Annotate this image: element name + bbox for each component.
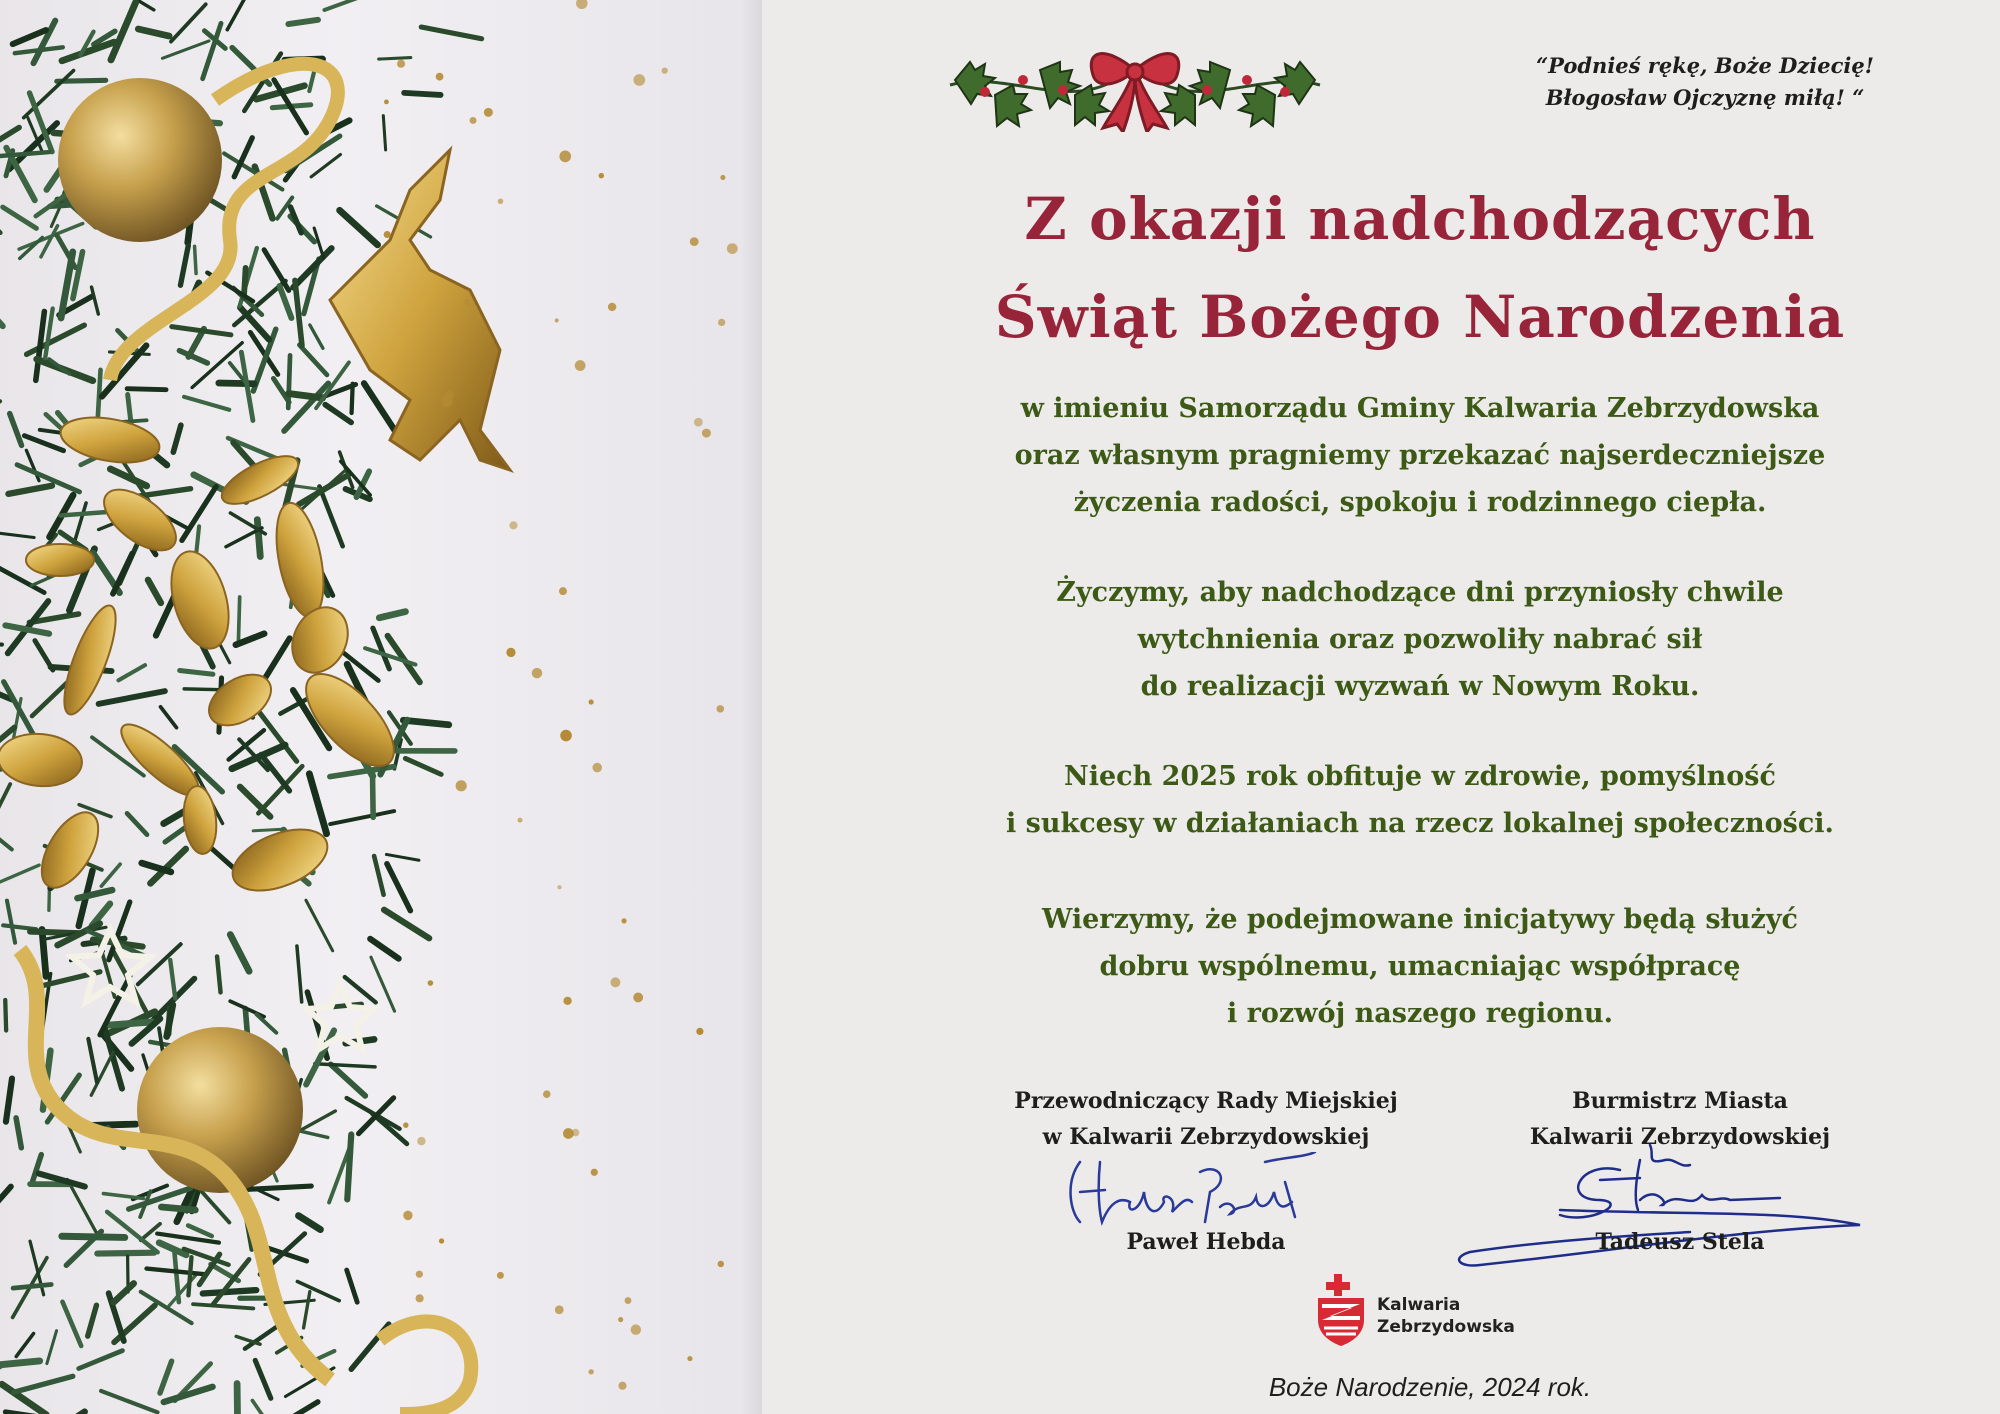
signer-role-line-2: Kalwarii Zebrzydowskiej bbox=[1529, 1124, 1831, 1150]
logo-text bbox=[1377, 1294, 1515, 1338]
christmas-decoration-image bbox=[0, 0, 762, 1414]
paragraph-wishes bbox=[900, 569, 1940, 710]
paragraph-line: oraz własnym pragniemy przekazać najserdeczniejsze bbox=[1014, 440, 1826, 471]
logo-line-1: Kalwaria bbox=[1377, 1295, 1461, 1315]
paragraph-line: i sukcesy w działaniach na rzecz lokalnej społeczności. bbox=[1006, 808, 1834, 839]
signer-role-line-1: Burmistrz Miasta bbox=[1572, 1088, 1788, 1114]
paragraph-line: Wierzymy, że podejmowane inicjatywy będą służyć bbox=[1042, 904, 1798, 935]
greeting-title bbox=[920, 170, 1920, 366]
kalwaria-logo-icon bbox=[1312, 1272, 1372, 1348]
paragraph-new-year bbox=[900, 753, 1940, 847]
motto-quote bbox=[1520, 50, 1890, 114]
signer-name-right: Tadeusz Stela bbox=[1595, 1229, 1765, 1255]
paragraph-line: Życzymy, aby nadchodzące dni przyniosły chwile bbox=[1056, 577, 1784, 608]
kalwaria-logo bbox=[1312, 1272, 1572, 1348]
paragraph-line: dobru wspólnemu, umacniając współpracę bbox=[1099, 951, 1741, 982]
paragraph-belief bbox=[900, 896, 1940, 1037]
signer-role-line-1: Przewodniczący Rady Miejskiej bbox=[1014, 1088, 1398, 1114]
paragraph-line: wytchnienia oraz pozwoliły nabrać sił bbox=[1137, 624, 1703, 655]
signer-role-line-2: w Kalwarii Zebrzydowskiej bbox=[1042, 1124, 1370, 1150]
signature-block-left bbox=[946, 1083, 1466, 1155]
motto-line-1: “Podnieś rękę, Boże Dziecię! bbox=[1536, 53, 1874, 78]
holly-garland-icon bbox=[945, 40, 1325, 132]
paragraph-line: życzenia radości, spokoju i rodzinnego ciepła. bbox=[1073, 487, 1767, 518]
handwritten-signature-right bbox=[1440, 1140, 1880, 1280]
paragraph-line: w imieniu Samorządu Gminy Kalwaria Zebrzydowska bbox=[1020, 393, 1820, 424]
paragraph-line: Niech 2025 rok obfituje w zdrowie, pomyślność bbox=[1064, 761, 1776, 792]
logo-line-2: Zebrzydowska bbox=[1377, 1317, 1515, 1337]
title-line-1: Z okazji nadchodzących bbox=[1024, 185, 1816, 253]
paragraph-greetings bbox=[900, 385, 1940, 526]
footer-date: Boże Narodzenie, 2024 rok. bbox=[1268, 1372, 1592, 1402]
paragraph-line: do realizacji wyzwań w Nowym Roku. bbox=[1140, 671, 1700, 702]
motto-line-2: Błogosław Ojczyznę miłą! “ bbox=[1545, 85, 1865, 110]
paragraph-line: i rozwój naszego regionu. bbox=[1227, 998, 1613, 1029]
title-line-2: Świąt Bożego Narodzenia bbox=[994, 283, 1846, 351]
handwritten-signature-left bbox=[1060, 1152, 1320, 1232]
signer-name-left: Paweł Hebda bbox=[1126, 1229, 1286, 1255]
